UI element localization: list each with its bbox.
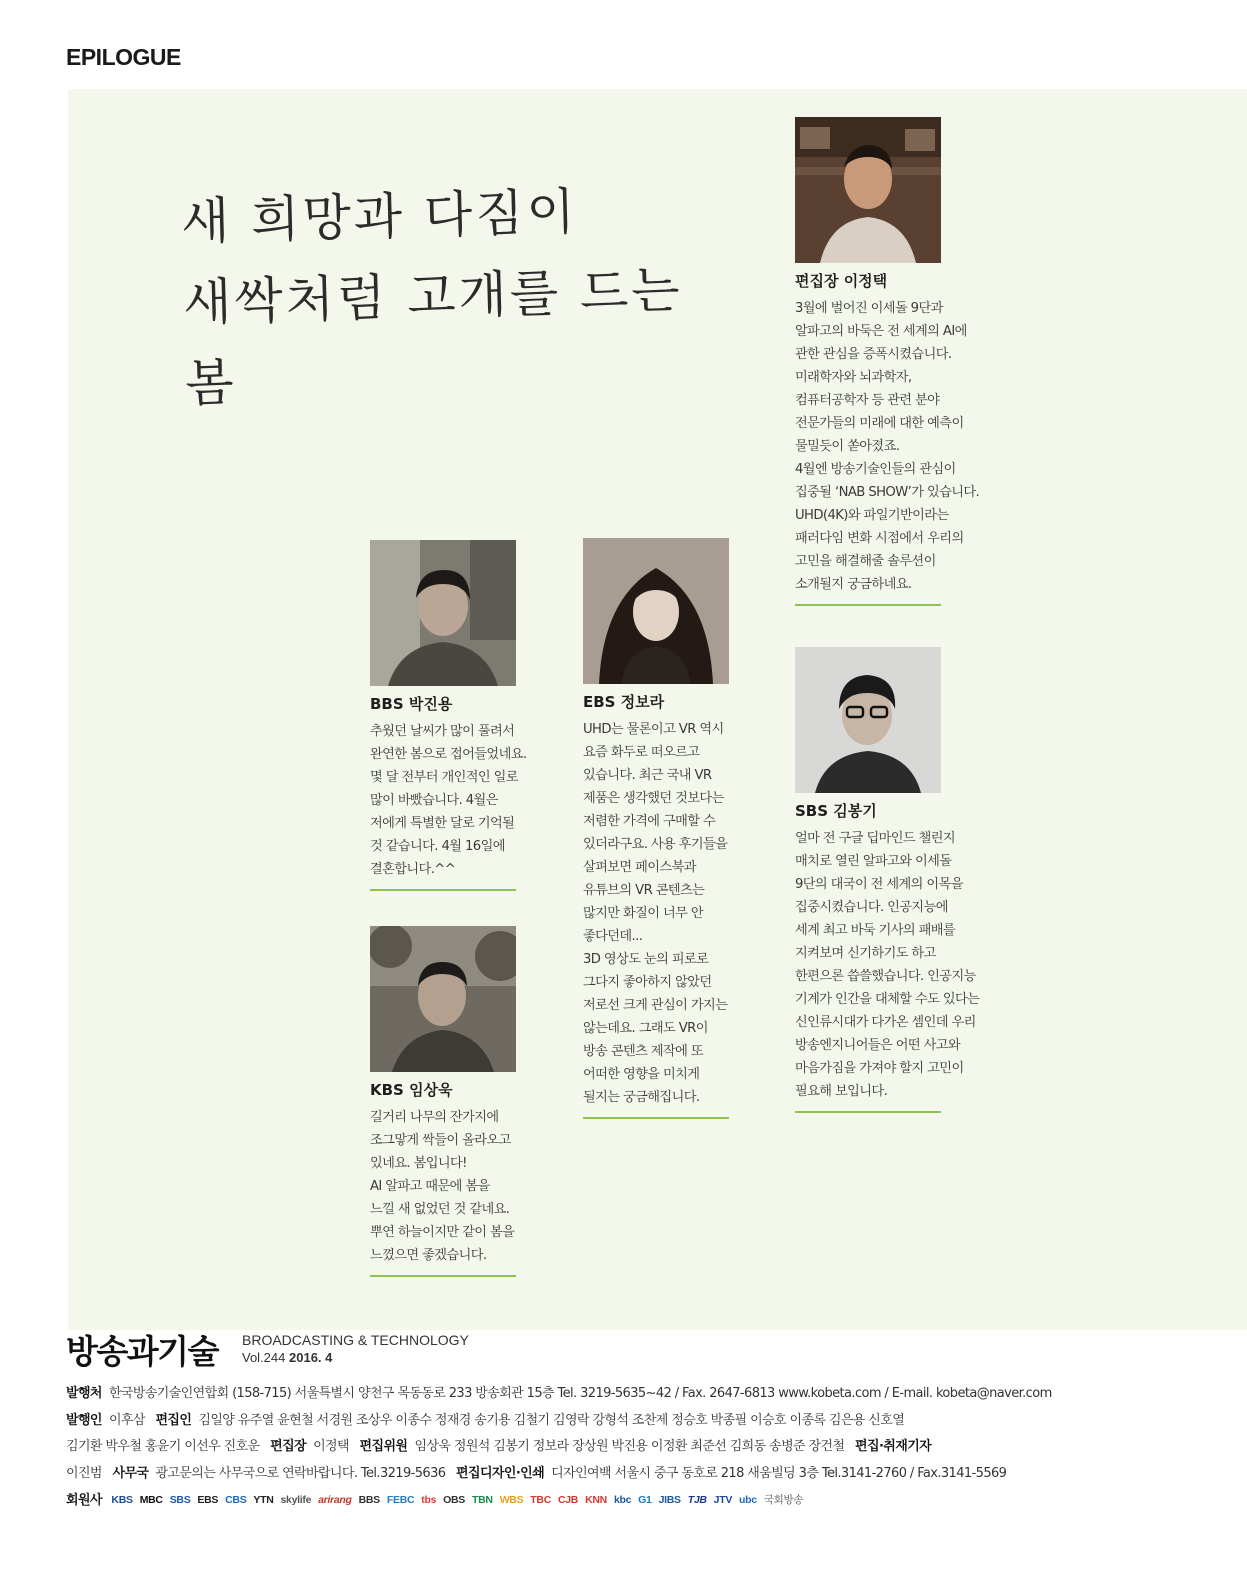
cbs-logo: CBS (225, 1494, 247, 1506)
sbs-logo: SBS (169, 1494, 191, 1506)
portrait-photo (370, 540, 516, 686)
handwritten-headline (180, 168, 706, 425)
kbs-logo: KBS (111, 1494, 133, 1506)
member-logo-row (111, 1487, 803, 1514)
jibs-logo: JIBS (658, 1494, 681, 1506)
bbs-logo: BBS (358, 1494, 380, 1506)
contributor-card-bbs (370, 540, 610, 891)
g1-logo: G1 (638, 1494, 652, 1506)
issue-date: 2016. 4 (289, 1350, 333, 1365)
green-divider (795, 1111, 941, 1113)
volume-number: Vol.244 (242, 1350, 286, 1365)
jtv-logo: JTV (713, 1494, 733, 1506)
contributor-name: BBS 박진용 (370, 695, 453, 713)
contributor-card-ebs (583, 538, 823, 1119)
skylife-logo: skylife (280, 1494, 312, 1506)
issuer-editors-line: 발행인 이후삼 편집인 김일양 유주열 윤현철 서경원 조상우 이종수 정재경 송기용 김철기 김영락 강형석 조찬제 정승호 박종필 이승호 이종록 김은용 신호열 (66, 1412, 905, 1428)
tbs-logo: tbs (421, 1494, 437, 1506)
contributor-message: 3월에 벌어진 이세돌 9단과 알파고의 바둑은 전 세계의 AI에 관한 관심을 증폭시켰습니다. 미래학자와 뇌과학자, 컴퓨터공학자 등 관련 분야 전문가들의 미래에 대한 예측이 물밀듯이 쏟아졌죠. 4월엔 방송기술인들의 관심이 집중될 ‘NAB SHOW’가 있습니다. UHD(4K)와 파일기반이라는 패러다임 변화 시점에서 우리의 고민을 해결해줄 솔루션이 소개될지 궁금하네요. (795, 301, 980, 592)
wbs-logo: WBS (499, 1494, 524, 1506)
febc-logo: FEBC (386, 1494, 415, 1506)
contributor-card-sbs (795, 647, 1035, 1113)
ubc-logo: ubc (739, 1494, 757, 1506)
national-assembly-tv-logo: 국회방송 (763, 1494, 804, 1506)
portrait-photo (795, 117, 941, 263)
knn-logo: KNN (585, 1494, 607, 1506)
member-stations-line: 회원사 KBS MBC SBS EBS CBS YTN skylife arirang BBS FEBC tbs OBS TBN WBS TBC CJB KNN kbc G1 JIBS TJB JTV ubc 국회방송 (66, 1487, 1106, 1514)
credits-block (66, 1381, 1106, 1514)
green-divider (583, 1117, 729, 1119)
contributor-message: 얼마 전 구글 딥마인드 챌린지 매치로 열린 알파고와 이세돌 9단의 대국이 전 세계의 이목을 집중시켰습니다. 인공지능에 세계 최고 바둑 기사의 패배를 지켜보며 신기하기도 하고 한편으론 씁쓸했습니다. 인공지능 기계가 인간을 대체할 수도 있다는 신인류시대가 다가온 셈인데 우리 방송엔지니어들은 어떤 사고와 마음가짐을 가져야 할지 고민이 필요해 보입니다. (795, 831, 980, 1099)
contributor-name: KBS 임상욱 (370, 1081, 453, 1099)
contributor-card-editor-in-chief (795, 117, 1035, 606)
green-divider (370, 889, 516, 891)
headline-line: 봄 (184, 353, 238, 413)
contributor-card-kbs (370, 926, 610, 1277)
contributor-message: UHD는 물론이고 VR 역시 요즘 화두로 떠오르고 있습니다. 최근 국내 VR 제품은 생각했던 것보다는 저렴한 가격에 구매할 수 있더라구요. 사용 후기들을 살펴보면 페이스북과 유튜브의 VR 콘텐츠는 많지만 화질이 너무 안 좋다던데... 3D 영상도 눈의 피로로 그다지 좋아하지 않았던 저로선 크게 관심이 가지는 않는데요. 그래도 VR이 방송 콘텐츠 제작에 또 어떠한 영향을 미치게 될지는 궁금해집니다. (583, 722, 728, 1105)
ytn-logo: YTN (253, 1494, 274, 1506)
ebs-logo: EBS (197, 1494, 219, 1506)
headline-line: 새 희망과 다짐이 (180, 182, 579, 251)
contributor-name: SBS 김봉기 (795, 802, 877, 820)
contributor-name: EBS 정보라 (583, 693, 665, 711)
contributor-name: 편집장 이정택 (795, 272, 888, 290)
tbn-logo: TBN (472, 1494, 493, 1506)
portrait-photo (795, 647, 941, 793)
editorial-staff-line: 김기환 박우철 홍윤기 이선우 진호운 편집장 이정택 편집위원 임상욱 정원석 김봉기 정보라 장상원 박진용 이정환 최준선 김희동 송병준 장건철 편집·취재기자 (66, 1439, 932, 1454)
headline-line: 새싹처럼 고개를 드는 (182, 260, 684, 332)
mbc-logo: MBC (139, 1494, 163, 1506)
kbc-logo: kbc (613, 1494, 632, 1506)
obs-logo: OBS (443, 1494, 465, 1506)
magazine-title: 방송과기술 (66, 1332, 218, 1371)
contributor-message: 길거리 나무의 잔가지에 조그맣게 싹들이 올라오고 있네요. 봄입니다! AI 알파고 때문에 봄을 느낄 새 없었던 것 같네요. 뿌연 하늘이지만 같이 봄을 느꼈으면 좋겠습니다. (370, 1110, 515, 1263)
portrait-photo (583, 538, 729, 684)
arirang-logo: arirang (318, 1494, 352, 1506)
contributor-message: 추웠던 날씨가 많이 풀려서 완연한 봄으로 접어들었네요. 몇 달 전부터 개인적인 일로 많이 바빴습니다. 4월은 저에게 특별한 달로 기억될 것 같습니다. 4월 16일에 결혼합니다.^^ (370, 724, 527, 877)
office-design-line: 이진범 사무국 광고문의는 사무국으로 연락바랍니다. Tel.3219-5636 편집디자인·인쇄 디자인여백 서울시 중구 동호로 218 새움빌딩 3층 Tel.3141-2760 / Fax.3141-5569 (66, 1465, 1007, 1481)
tbc-logo: TBC (530, 1494, 551, 1506)
tjb-logo: TJB (687, 1494, 707, 1506)
magazine-english-title: BROADCASTING & TECHNOLOGY (242, 1332, 469, 1348)
green-divider (370, 1275, 516, 1277)
portrait-photo (370, 926, 516, 1072)
issue-info (242, 1350, 332, 1365)
cjb-logo: CJB (557, 1494, 579, 1506)
publisher-line: 발행처 한국방송기술인연합회 (158-715) 서울특별시 양천구 목동동로 233 방송회관 15층 Tel. 3219-5635~42 / Fax. 2647-6813 www.kobeta.com / E-mail. kobeta@naver.com (66, 1386, 1052, 1401)
section-label: EPILOGUE (66, 44, 181, 70)
